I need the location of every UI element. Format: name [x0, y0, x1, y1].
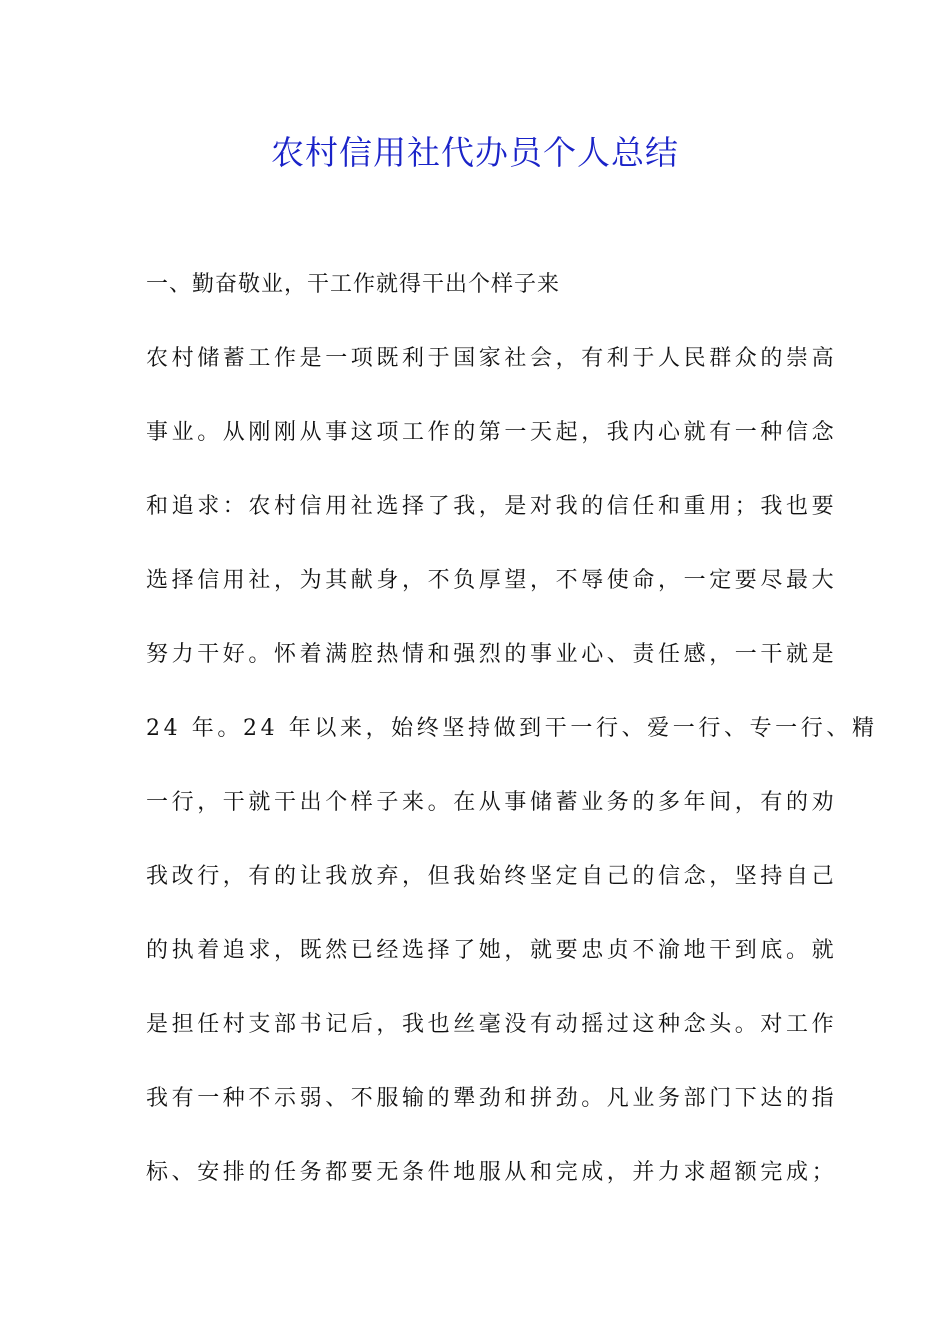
- document-title: 农村信用社代办员个人总结: [271, 133, 679, 172]
- paragraph-line: 我有一种不示弱、不服输的犟劲和拼劲。凡业务部门下达的指: [146, 1086, 838, 1111]
- section-heading: 一、勤奋敬业，干工作就得干出个样子来: [146, 272, 561, 297]
- paragraph-line: 农村储蓄工作是一项既利于国家社会，有利于人民群众的崇高: [146, 346, 838, 371]
- paragraph-line: 我改行，有的让我放弃，但我始终坚定自己的信念，坚持自己: [146, 864, 838, 889]
- body-paragraph: [146, 344, 878, 1232]
- paragraph-line: 一行，干就干出个样子来。在从事储蓄业务的多年间，有的劝: [146, 790, 838, 815]
- paragraph-line: 选择信用社，为其献身，不负厚望，不辱使命，一定要尽最大: [146, 568, 838, 593]
- paragraph-line: 和追求：农村信用社选择了我，是对我的信任和重用；我也要: [146, 494, 838, 519]
- paragraph-line: 24 年。24 年以来，始终坚持做到干一行、爱一行、专一行、精: [146, 716, 878, 741]
- paragraph-line: 的执着追求，既然已经选择了她，就要忠贞不渝地干到底。就: [146, 938, 838, 963]
- paragraph-line: 是担任村支部书记后，我也丝毫没有动摇过这种念头。对工作: [146, 1012, 838, 1037]
- paragraph-line: 标、安排的任务都要无条件地服从和完成，并力求超额完成；: [146, 1160, 838, 1185]
- paragraph-line: 事业。从刚刚从事这项工作的第一天起，我内心就有一种信念: [146, 420, 838, 445]
- paragraph-line: 努力干好。怀着满腔热情和强烈的事业心、责任感，一干就是: [146, 642, 838, 667]
